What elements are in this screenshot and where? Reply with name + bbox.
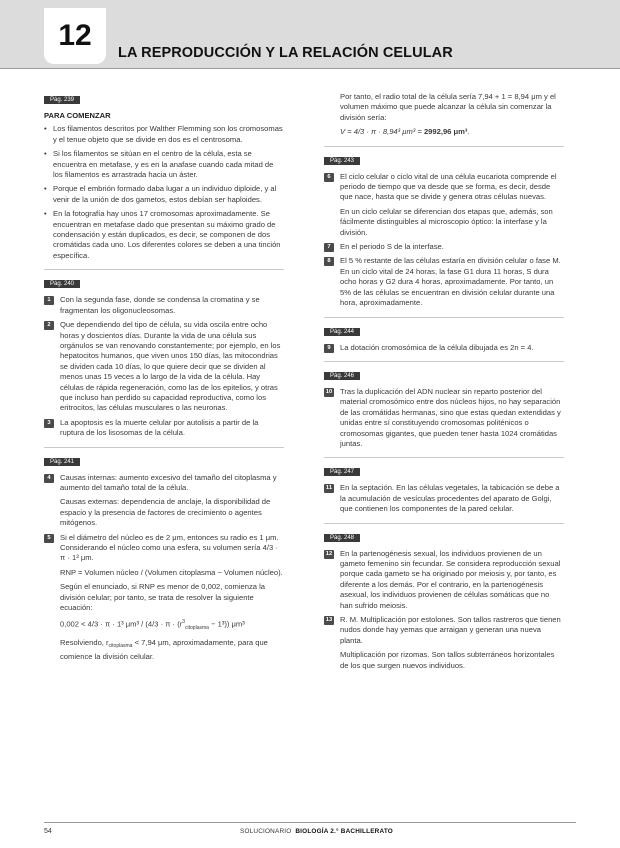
page-tag: Pág. 239 [44, 96, 80, 104]
question-10 [324, 387, 564, 449]
resolve-part: Resolviendo, r [60, 637, 109, 647]
answer-paragraph: Por tanto, el radio total de la célula sería 7,94 + 1 = 8,94 μm y el volumen máximo que puede alcanzar la célula sin comenzar la división sería: [340, 92, 556, 122]
answer-text: Que dependiendo del tipo de célula, su vida oscila entre ocho horas y doscientos días. Durante la vida de una célula sus orgánulos se van renovando constantemente; por ejemplo, en los hepatocitos humanos, que viven unos 150 días, las mitocondrias se dividen cada 10 días, lo que quiere decir que se dividen al menos unas 15 veces a lo largo de la vida de la célula. Hay células de rápida regeneración, como las de los epitelios, y otras que incluso han perdido su capacidad reproductiva, como los eritrocitos, las células musculares o las neuronas. [60, 320, 281, 413]
question-number: 11 [325, 485, 333, 492]
question-6 [324, 172, 564, 203]
page-tag: Pág. 240 [44, 280, 80, 288]
formula-text: V = 4/3 · π · 8,94³ μm³ = [340, 127, 424, 137]
answer-text: Causas internas: aumento excesivo del tamaño del citoplasma y aumento del tamaño total de la célula. [60, 472, 277, 492]
question-number: 3 [44, 419, 54, 428]
rnp-definition: RNP = Volumen núcleo / (Volumen citoplasma − Volumen núcleo). [60, 567, 283, 577]
publication-prefix: SOLUCIONARIO [240, 828, 292, 835]
answer-text: R. M. Multiplicación por estolones. Son tallos rastreros que tienen nudos donde hay yemas que arraigan y generan una nueva planta. [340, 615, 561, 645]
question-9 [324, 343, 564, 353]
page-tag: Pág. 247 [324, 468, 360, 476]
publication-label [240, 828, 393, 835]
section-divider [324, 457, 564, 458]
section-divider [44, 269, 284, 270]
section-divider [324, 146, 564, 147]
question-3 [44, 418, 284, 439]
publication-book: BIOLOGÍA 2.° BACHILLERATO [295, 828, 393, 835]
question-4 [44, 473, 284, 494]
answer-text: Tras la duplicación del ADN nuclear sin reparto posterior del material cromosómico entre dos núcleos hijos, no hay separación de las cromátidas hermanas, sino que estas quedan extendidas y unidas entre sí constituyendo cromosomas politénicos o cromosomas gigantes, que pueden tener hasta 1024 cromátidas juntas. [340, 386, 561, 448]
page-tag: Pág. 248 [324, 534, 360, 542]
answer-text: Con la segunda fase, donde se condensa la cromatina y se fragmentan los oligonucleosomas. [60, 295, 260, 315]
footer-divider [44, 822, 576, 823]
section-divider [44, 447, 284, 448]
bullet-item: • En la fotografía hay unos 17 cromosomas aproximadamente. Se encuentran en metafase dado que presentan su máximo grado de condensación y están duplicados, es decir, se componen de dos cromátidas cada uno. Los diferentes colores se deben a una tinción específica. [44, 209, 284, 261]
question-number: 10 [325, 388, 333, 395]
bullet-item: • Porque el embrión formado daba lugar a un individuo diploide, y al venir de la unión de dos gametos, estos debían ser haploides. [44, 184, 284, 205]
equation [44, 617, 284, 633]
chapter-title: LA REPRODUCCIÓN Y LA RELACIÓN CELULAR [118, 45, 453, 61]
question-number: 13 [325, 617, 333, 623]
section-divider [324, 361, 564, 362]
section-divider [324, 317, 564, 318]
bullet-item: • Los filamentos descritos por Walther Flemming son los cromosomas y el tenue objeto que se divide en dos es el centrosoma. [44, 124, 284, 145]
answer-paragraph: Según el enunciado, si RNP es menor de 0,002, comienza la división celular; por tanto, se trata de resolver la siguiente ecuación: [60, 582, 266, 613]
equation-exponent: 3 [182, 619, 186, 626]
page-tag: Pág. 244 [324, 328, 360, 336]
formula-result: 2992,96 μm³ [423, 127, 468, 137]
question-number: 2 [44, 321, 54, 330]
page-tag: Pág. 243 [324, 157, 360, 165]
question-number: 12 [325, 550, 333, 557]
answer-text: En la partenogénesis sexual, los individuos provienen de un gameto femenino sin fecundar. Se considera reproducción sexual porque cada gameto se ha originado por meiosis y, por tanto, es diferente a los demás. Por el contrario, en la partenogénesis asexual, los individuos provienen de células somáticas que no han sufrido meiosis. [340, 548, 561, 610]
left-column [44, 94, 284, 666]
answer-paragraph: Multiplicación por rizomas. Son tallos subterráneos horizontales de los que surgen nuevos individuos. [340, 650, 555, 670]
title-divider [0, 68, 620, 69]
right-column [324, 92, 564, 675]
answer-paragraph [44, 638, 284, 662]
section-divider [324, 523, 564, 524]
resolve-part: < 7,94 μm, aproximadamente, para que comience la división celular. [60, 637, 268, 661]
question-number: 4 [44, 474, 54, 483]
question-8 [324, 256, 564, 308]
question-2 [44, 320, 284, 414]
question-13 [324, 615, 564, 646]
page-tag: Pág. 246 [324, 372, 360, 380]
answer-text: El ciclo celular o ciclo vital de una célula eucariota comprende el periodo de tiempo que va desde que se forma, es decir, desde que nace, hasta que se divide y genera otras células nuevas. [340, 171, 557, 202]
question-number: 7 [324, 243, 334, 252]
question-number: 1 [44, 296, 54, 305]
page-tag: Pág. 241 [44, 458, 80, 466]
answer-text: La dotación cromosómica de la célula dibujada es 2n = 4. [340, 342, 534, 352]
equation-part: 0,002 < 4/3 · π · 1³ μm³ / (4/3 · π · (r [60, 619, 183, 629]
question-7 [324, 242, 564, 252]
volume-formula: V = 4/3 · π · 8,94³ μm³ = 2992,96 μm³. [340, 127, 470, 137]
equation-subscript: citoplasma [185, 625, 209, 632]
question-1 [44, 295, 284, 316]
bullet-item: • Si los filamentos se sitúan en el centro de la célula, esta se encuentra en metafase, y es en la anafase cuando cada mitad de los filamentos es arrastrada hacia un áster. [44, 149, 284, 180]
answer-text: En el periodo S de la interfase. [340, 242, 444, 252]
page-number: 54 [44, 828, 52, 835]
question-number: 8 [324, 257, 334, 266]
resolve-subscript: citoplasma [108, 643, 133, 650]
answer-text: El 5 % restante de las células estaría en división celular o fase M. En un ciclo vital de 24 horas, la fase G1 dura 11 horas, S dura ocho horas y G2 dura 4 horas, aproximadamente. Por tanto, un 5% de las células se encuentran en división celular durante una hora, aproximadamente. [340, 256, 561, 308]
section-heading: PARA COMENZAR [44, 111, 111, 120]
question-number: 9 [324, 344, 334, 353]
answer-paragraph: Causas externas: dependencia de anclaje, la disponibilidad de espacio y la presencia de factores de crecimiento o agentes mitógenos. [60, 497, 271, 528]
question-11 [324, 483, 564, 514]
chapter-number: 12 [44, 8, 106, 64]
answer-text: Si el diámetro del núcleo es de 2 μm, entonces su radio es 1 μm. Considerando el núcleo como una esfera, su volumen sería 4/3 · π · 1³ μm. [60, 532, 279, 563]
answer-text: La apoptosis es la muerte celular por autolisis a partir de la ruptura de los lisosomas de la célula. [60, 417, 259, 438]
equation-part: − 1³)) μm³ [208, 619, 245, 629]
answer-text: En la septación. En las células vegetales, la tabicación se debe a la acumulación de vesículas procedentes del aparato de Golgi, que contienen los componentes de la pared celular. [340, 483, 560, 514]
question-number: 6 [324, 173, 334, 182]
question-12 [324, 549, 564, 611]
question-number: 5 [44, 534, 54, 543]
question-5 [44, 533, 284, 564]
answer-paragraph: En un ciclo celular se diferencian dos etapas que, además, son fácilmente distinguibles al microscopio óptico: la interfase y la división. [340, 206, 553, 237]
